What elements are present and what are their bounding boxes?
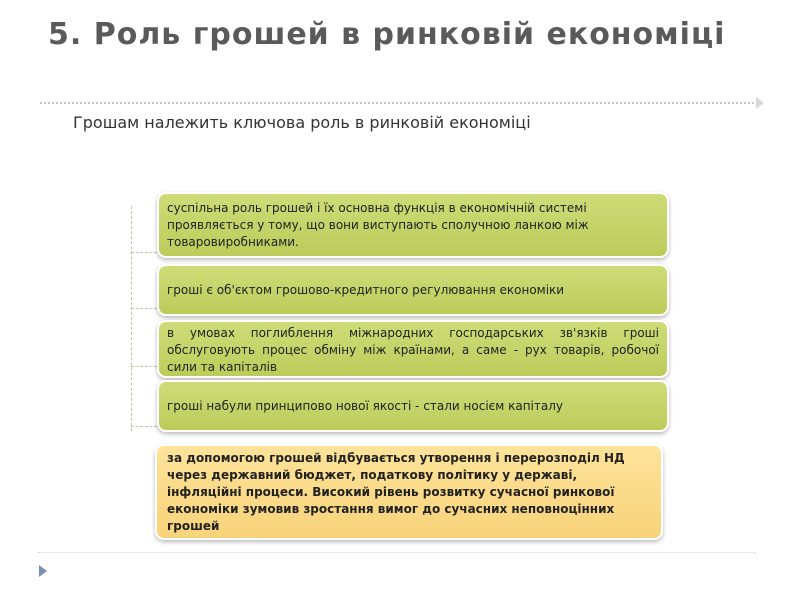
card-text: гроші є об'єктом грошово-кредитного регулювання економіки (167, 282, 565, 297)
slide-subtitle: Грошам належить ключова роль в ринковій економіці (73, 113, 531, 132)
bullet-arrow-icon (39, 565, 47, 577)
connector-tick (131, 308, 157, 309)
card-text: в умовах поглиблення міжнародних господарських зв'язків гроші обслуговують процес обміну між країнами, а саме - рух товарів, робочої сили та капіталів (167, 326, 659, 374)
card-text: за допомогою грошей відбувається утворення і перерозподіл НД через державний бюджет, податкову політику у державі, інфляційні процеси. Високий рівень розвитку сучасної ринкової економіки зумовив зростання вимог до сучасних неповноцінних грошей (167, 450, 625, 533)
connector-tick (131, 366, 157, 367)
card-social-role (157, 192, 669, 258)
card-capital-carrier (157, 380, 669, 432)
title-divider (40, 102, 758, 104)
card-regulation-object (157, 264, 669, 316)
connector-spine (131, 206, 132, 431)
footer-divider (38, 552, 756, 553)
connector-tick (131, 426, 157, 427)
slide-title: 5. Роль грошей в ринковій економіці (48, 17, 726, 52)
card-income-redistribution (155, 444, 663, 540)
card-text: суспільна роль грошей і їх основна функція в економічній системі проявляється у тому, що вони виступають сполучною ланкою між товаровиробниками. (167, 200, 589, 249)
connector-tick (131, 252, 157, 253)
card-international-exchange (157, 320, 669, 378)
card-text: гроші набули принципово нової якості - стали носієм капіталу (167, 398, 563, 413)
divider-arrow-icon (756, 97, 764, 109)
